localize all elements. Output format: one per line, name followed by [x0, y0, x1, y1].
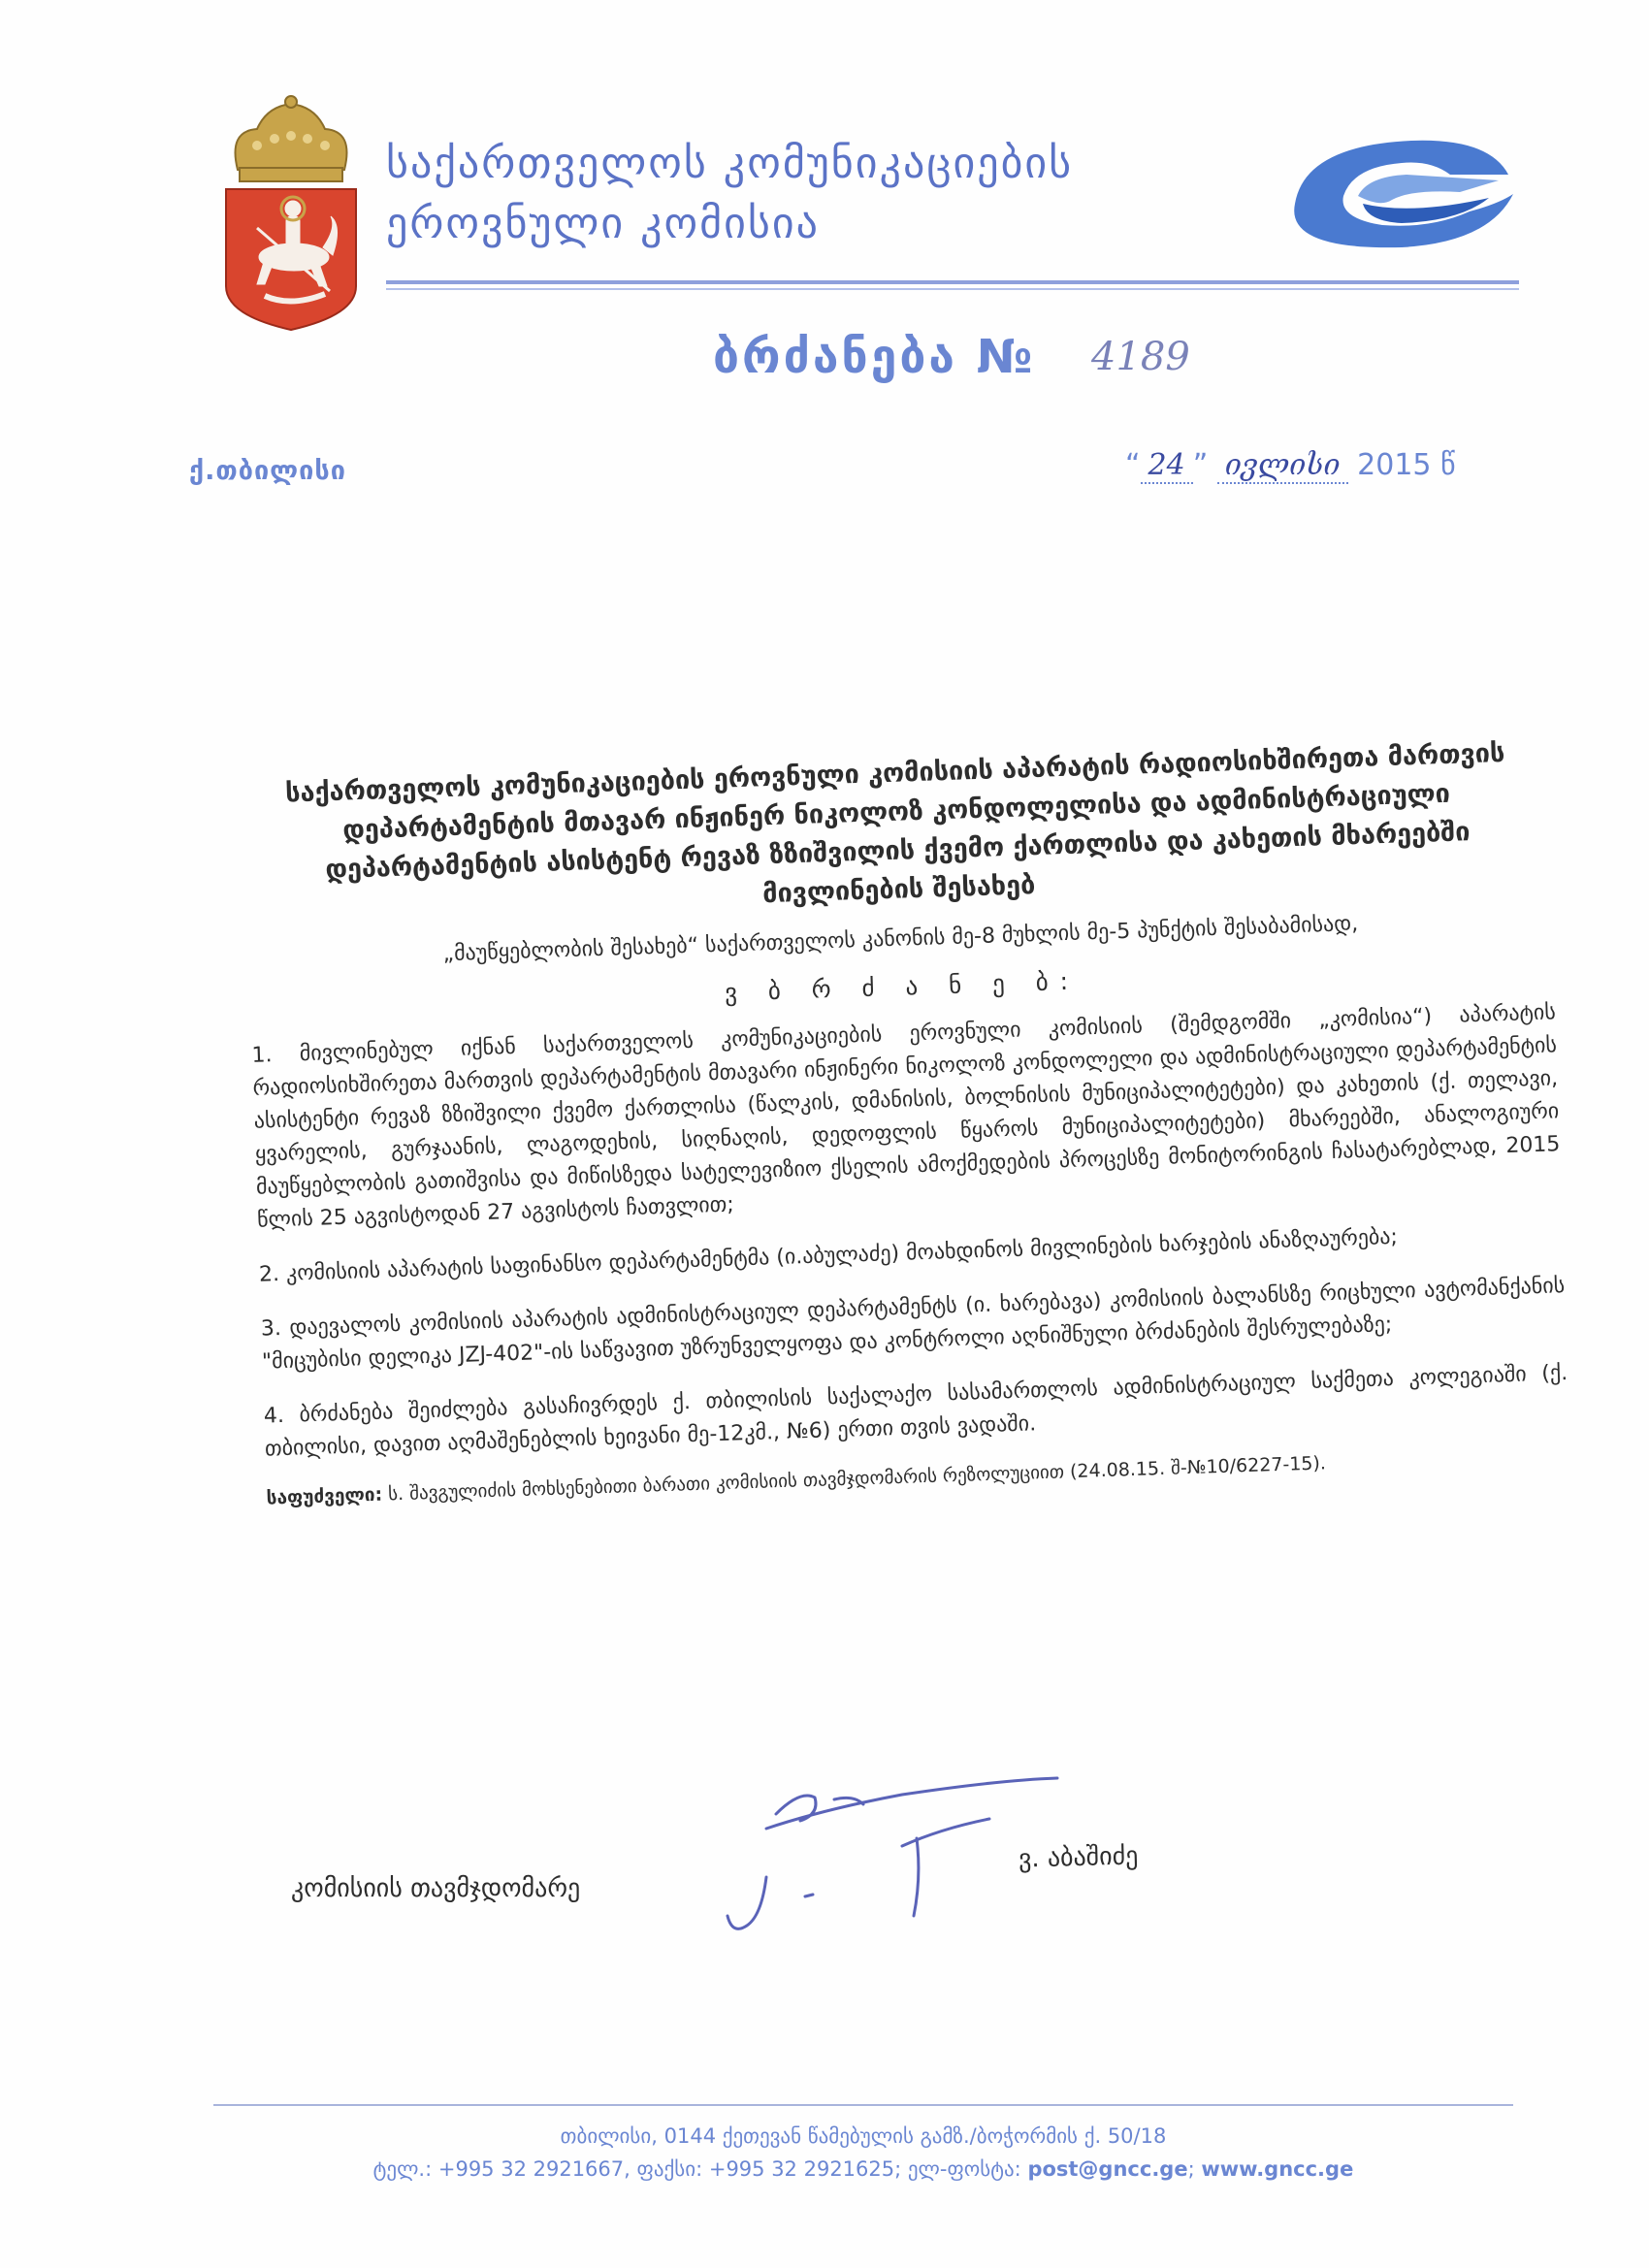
- header-divider: [386, 280, 1519, 292]
- legal-basis: „მაუწყებლობის შესახებ“ საქართველოს კანონის მე-8 მუხლის მე-5 პუნქტის შესაბამისად,: [442, 911, 1359, 967]
- order-date: “ 24 ” ივლისი 2015 წ: [1125, 448, 1456, 482]
- footer-address: თბილისი, 0144 ქეთევან წამებულის გამზ./ბოჭორმის ქ. 50/18: [560, 2124, 1167, 2148]
- signatory-name: ვ. აბაშიძე: [1018, 1841, 1139, 1874]
- georgia-coat-of-arms-icon: [218, 92, 364, 335]
- gncc-logo-icon: [1266, 136, 1518, 252]
- decree-heading: ვ ბ რ ძ ა ნ ე ბ:: [724, 966, 1081, 1007]
- date-suffix: წ: [1440, 448, 1456, 482]
- order-item-4: 4. ბრძანება შეიძლება გასაჩივრდეს ქ. თბილისის საქალაქო სასამართლოს ადმინისტრაციულ საქმეთა კოლეგიაში (ქ. თბილისი, დავით აღმაშენებლის ხეივანი მე-12კმ., №6) ერთი თვის ვადაში.: [263, 1361, 1568, 1462]
- footer-contacts: [213, 2157, 1513, 2181]
- document-title: საქართველოს კომუნიკაციების ეროვნული კომისიის აპარატის რადიოსიხშირეთა მართვის დეპარტამენტის მთავარ ინჟინერ ნიკოლოზ კონდოლელისა და ადმინისტრაციული დეპარტამენტის ასისტენტ რევაზ ზზიშვილის ქვემო ქართლისა და კახეთის მხარეებში მივლინების შესახებ: [284, 737, 1505, 910]
- organization-name-line2: ეროვნული კომისია: [386, 199, 820, 248]
- order-item-3: 3. დაევალოს კომისიის აპარატის ადმინისტრაციულ დეპარტამენტს (ი. ხარებავა) კომისიის ბალანსზე რიცხული ავტომანქანის "მიცუბისი დელიკა JZJ-402"-ის საწვავით უზრუნველყოფა და კონტროლი აღნიშნული ბრძანების შესრულებაზე;: [260, 1274, 1566, 1375]
- fax-label: , ფაქსი:: [624, 2157, 709, 2181]
- contact-separator: ;: [1187, 2157, 1202, 2181]
- signature-icon: [708, 1770, 1077, 1955]
- order-item-2: 2. კომისიის აპარატის საფინანსო დეპარტამენტმა (ი.აბულაძე) მოახდინოს მივლინების ხარჯების ანაზღაურება;: [258, 1224, 1399, 1287]
- organization-name-line1: საქართველოს კომუნიკაციების: [386, 139, 1074, 188]
- document-body: [242, 732, 1570, 1508]
- footnote-label: საფუძველი:: [266, 1483, 383, 1509]
- phone-label: ტელ.:: [372, 2157, 438, 2181]
- date-day: 24: [1141, 448, 1193, 484]
- footnote-text: ს. შავგულიძის მოხსენებითი ბარათი კომისიის თავმჯდომარის რეზოლუციით (24.08.15. შ-№10/6227-15).: [381, 1452, 1327, 1506]
- fax-number: +995 32 2921625: [708, 2157, 895, 2181]
- city-label: ქ.თბილისი: [189, 456, 346, 486]
- organization-name: [386, 134, 1259, 254]
- website-link[interactable]: www.gncc.ge: [1201, 2157, 1354, 2181]
- footer-divider: [213, 2104, 1513, 2106]
- date-year: 2015: [1357, 448, 1432, 482]
- email-link[interactable]: post@gncc.ge: [1027, 2157, 1188, 2181]
- order-title: ბრძანება №: [713, 330, 1036, 384]
- order-number: 4189: [1091, 335, 1190, 379]
- email-label: ; ელ-ფოსტა:: [894, 2157, 1028, 2181]
- order-item-1: 1. მივლინებულ იქნან საქართველოს კომუნიკაციების ეროვნული კომისიის (შემდგომში „კომისია“) აპარატის რადიოსიხშირეთა მართვის დეპარტამენტის მთავარი ინჟინერი ნიკოლოზ კონდოლელი და ადმინისტრაციული დეპარტამენტის ასისტენტი რევაზ ზზიშვილი ქვემო ქართლისა (წალკის, დმანისის, ბოლნისის მუნიციპალიტეტები) და კახეთის (ქ. თელავი, ყვარელის, გურჯაანის, ლაგოდეხის, სიღნაღის, დედოფლის წყაროს მუნიციპალიტეტები) მხარეებში, ანალოგიური მაუწყებლობის გათიშვისა და მიწისზედა სატელევიზიო ქსელის ამოქმედების პროცესზე მონიტორინგის ჩასატარებლად, 2015 წლის 25 აგვისტოდან 27 აგვისტოს ჩათვლით;: [251, 1000, 1561, 1233]
- phone-number: +995 32 2921667: [437, 2157, 625, 2181]
- date-month: ივლისი: [1217, 448, 1348, 484]
- signatory-position: კომისიის თავმჯდომარე: [291, 1874, 581, 1903]
